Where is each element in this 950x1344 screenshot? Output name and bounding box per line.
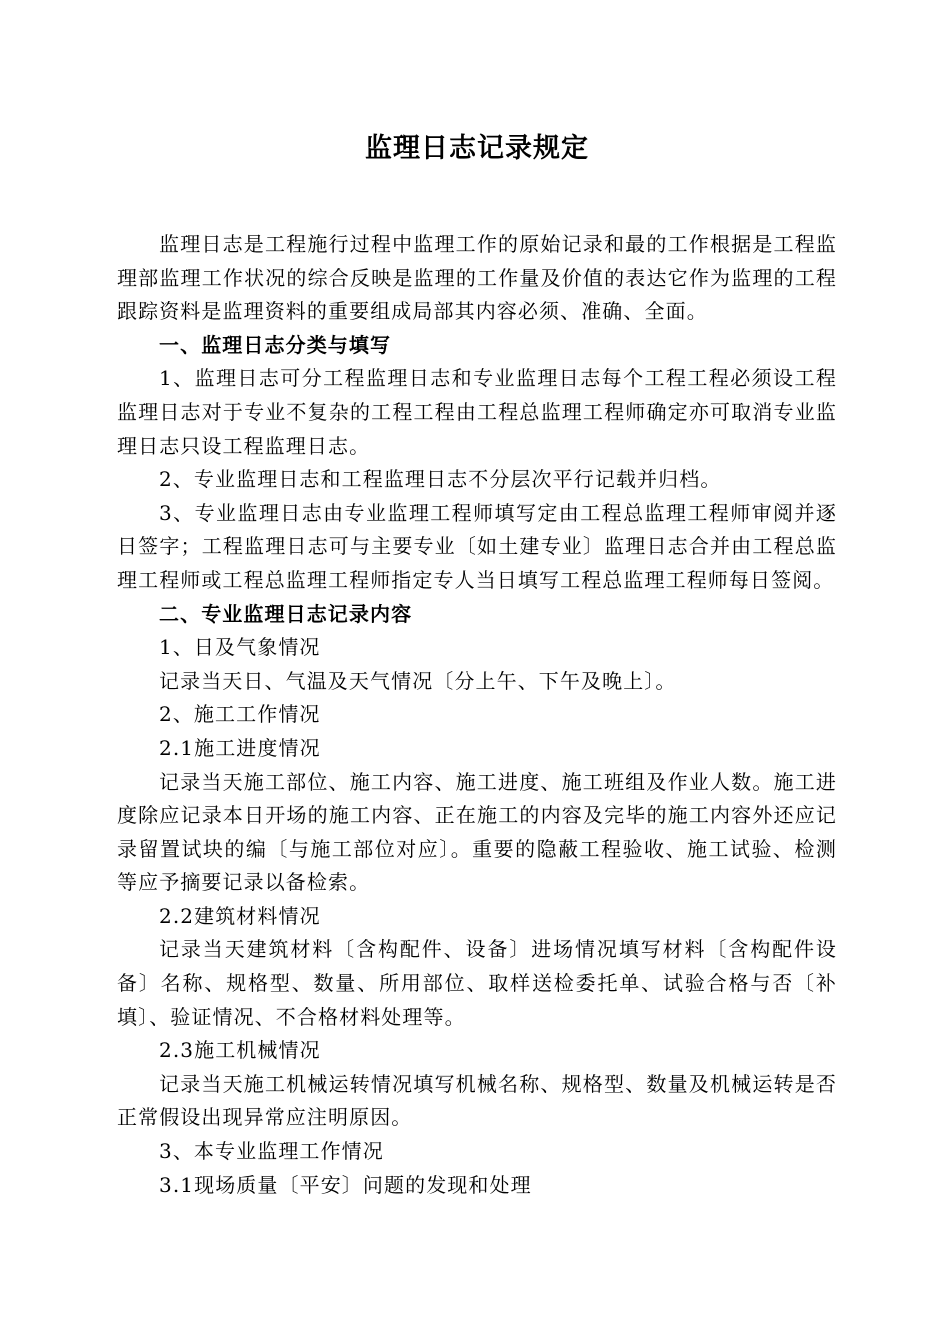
document-body (117, 228, 837, 1202)
section-heading-1: 一、监理日志分类与填写 (159, 332, 392, 357)
document-title: 监理日志记录规定 (365, 133, 589, 164)
paragraph: 2、施工工作情况 (159, 702, 321, 727)
paragraph: 3、本专业监理工作情况 (159, 1139, 384, 1164)
paragraph: 1、日及气象情况 (159, 635, 321, 660)
paragraph: 记录当天施工机械运转情况填写机械名称、规格型、数量及机械运转是否正常假设出现异常应注明原因。 (117, 1071, 837, 1130)
intro-paragraph: 监理日志是工程施行过程中监理工作的原始记录和最的工作根据是工程监理部监理工作状况的综合反映是监理的工作量及价值的表达它作为监理的工程跟踪资料是监理资料的重要组成局部其内容必须、准确、全面。 (117, 232, 837, 324)
paragraph: 记录当天施工部位、施工内容、施工进度、施工班组及作业人数。施工进度除应记录本日开场的施工内容、正在施工的内容及完毕的施工内容外还应记录留置试块的编〔与施工部位对应〕。重要的隐蔽工程验收、施工试验、检测等应予摘要记录以备检索。 (117, 769, 837, 895)
paragraph: 2、专业监理日志和工程监理日志不分层次平行记载并归档。 (159, 467, 722, 492)
subsection-heading: 2.1施工进度情况 (159, 735, 321, 760)
subsection-heading: 3.1现场质量〔平安〕问题的发现和处理 (159, 1172, 532, 1197)
subsection-heading: 2.3施工机械情况 (159, 1038, 321, 1063)
document-page (117, 128, 837, 1202)
subsection-heading: 2.2建筑材料情况 (159, 903, 321, 928)
paragraph: 记录当天建筑材料〔含构配件、设备〕进场情况填写材料〔含构配件设备〕名称、规格型、数量、所用部位、取样送检委托单、试验合格与否〔补填〕、验证情况、不合格材料处理等。 (117, 937, 837, 1029)
paragraph: 3、专业监理日志由专业监理工程师填写定由工程总监理工程师审阅并逐日签字；工程监理日志可与主要专业〔如土建专业〕监理日志合并由工程总监理工程师或工程总监理工程师指定专人当日填写工程总监理工程师每日签阅。 (117, 500, 837, 592)
section-heading-2: 二、专业监理日志记录内容 (159, 601, 413, 626)
paragraph: 1、监理日志可分工程监理日志和专业监理日志每个工程工程必须设工程监理日志对于专业不复杂的工程工程由工程总监理工程师确定亦可取消专业监理日志只设工程监理日志。 (117, 366, 837, 458)
paragraph: 记录当天日、气温及天气情况〔分上午、下午及晚上〕。 (159, 668, 677, 693)
